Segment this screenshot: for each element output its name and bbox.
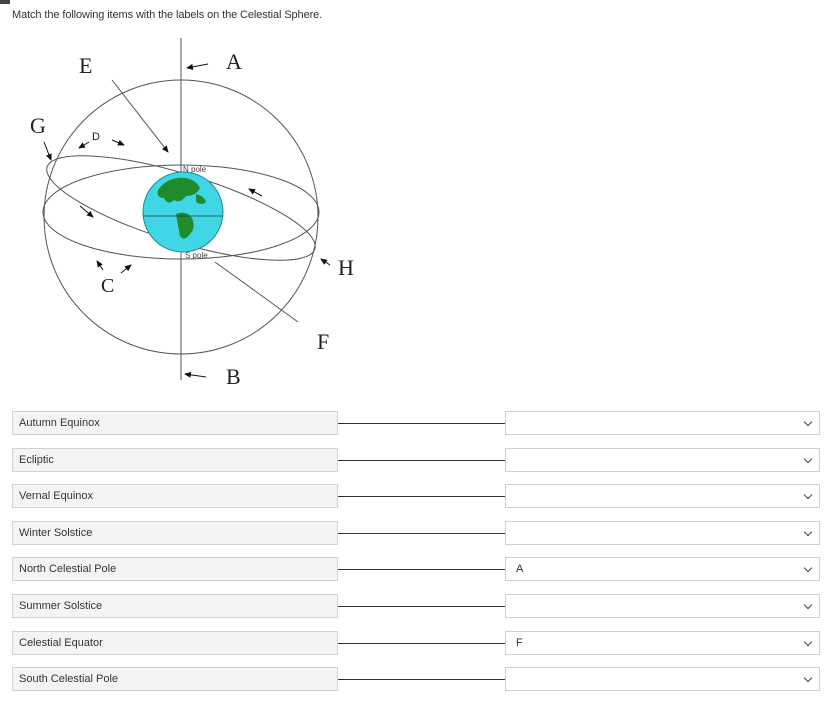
answer-value: F: [516, 637, 523, 649]
chevron-down-icon: [804, 455, 812, 463]
answer-select-north-celestial-pole[interactable]: [505, 557, 820, 581]
connector-line: [338, 423, 505, 424]
arrow-ecliptic-left: [80, 206, 93, 217]
chevron-down-icon: [804, 564, 812, 572]
term-winter-solstice: Winter Solstice: [12, 521, 338, 545]
term-south-celestial-pole: South Celestial Pole: [12, 667, 338, 691]
match-row-celestial-equator: [12, 631, 820, 657]
arrow-h: [321, 259, 330, 265]
term-ecliptic: Ecliptic: [12, 448, 338, 472]
match-row-summer-solstice: [12, 594, 820, 620]
chevron-down-icon: [804, 674, 812, 682]
label-d: D: [92, 131, 100, 143]
arrow-d-right: [112, 140, 124, 145]
connector-line: [338, 606, 505, 607]
arrow-b: [185, 374, 206, 377]
chevron-down-icon: [804, 418, 812, 426]
arrow-a: [187, 64, 208, 68]
connector-line: [338, 533, 505, 534]
diagonal-line-e: [112, 80, 168, 152]
s-pole-label: S pole: [185, 251, 208, 260]
arrow-d-left: [79, 142, 89, 148]
connector-line: [338, 460, 505, 461]
answer-select-south-celestial-pole[interactable]: [505, 667, 820, 691]
diagonal-line-f: [215, 262, 298, 322]
arrow-c-right: [121, 265, 131, 273]
chevron-down-icon: [804, 491, 812, 499]
match-row-winter-solstice: [12, 521, 820, 547]
answer-select-summer-solstice[interactable]: [505, 594, 820, 618]
earth-globe: [143, 172, 223, 252]
term-summer-solstice: Summer Solstice: [12, 594, 338, 618]
chevron-down-icon: [804, 528, 812, 536]
term-north-celestial-pole: North Celestial Pole: [12, 557, 338, 581]
answer-select-vernal-equinox[interactable]: [505, 484, 820, 508]
connector-line: [338, 679, 505, 680]
arrow-c-left: [97, 261, 103, 270]
answer-select-winter-solstice[interactable]: [505, 521, 820, 545]
connector-line: [338, 569, 505, 570]
arrow-g: [44, 142, 51, 160]
answer-select-ecliptic[interactable]: [505, 448, 820, 472]
answer-select-autumn-equinox[interactable]: [505, 411, 820, 435]
match-row-vernal-equinox: [12, 484, 820, 510]
chevron-down-icon: [804, 638, 812, 646]
connector-line: [338, 643, 505, 644]
chevron-down-icon: [804, 601, 812, 609]
term-vernal-equinox: Vernal Equinox: [12, 484, 338, 508]
label-f: F: [317, 329, 330, 354]
label-h: H: [338, 255, 354, 280]
n-pole-label: N pole: [183, 165, 207, 174]
connector-line: [338, 496, 505, 497]
match-row-south-celestial-pole: [12, 667, 820, 693]
arrow-ecliptic-right: [249, 189, 262, 196]
label-g: G: [30, 113, 46, 138]
label-c: C: [101, 275, 115, 297]
match-row-north-celestial-pole: [12, 557, 820, 583]
instructions-text: Match the following items with the labels on the Celestial Sphere.: [12, 9, 323, 21]
answer-value: A: [516, 563, 524, 575]
term-autumn-equinox: Autumn Equinox: [12, 411, 338, 435]
match-row-ecliptic: [12, 448, 820, 474]
label-e: E: [79, 53, 93, 78]
term-celestial-equator: Celestial Equator: [12, 631, 338, 655]
answer-select-celestial-equator[interactable]: [505, 631, 820, 655]
match-row-autumn-equinox: [12, 411, 820, 437]
label-a: A: [226, 49, 242, 74]
label-b: B: [226, 364, 241, 389]
